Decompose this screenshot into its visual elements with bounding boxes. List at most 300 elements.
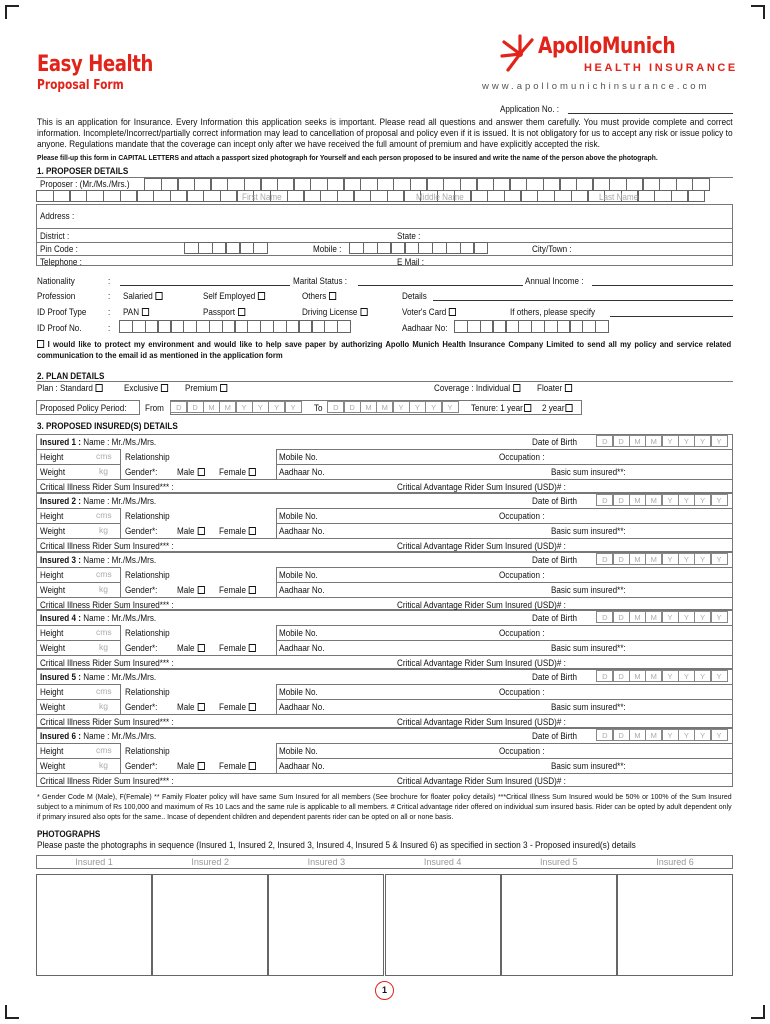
id-proof-no-grid[interactable] bbox=[120, 320, 351, 333]
dob-label: Date of Birth bbox=[532, 672, 578, 683]
insured-name-row[interactable] bbox=[40, 731, 156, 741]
male-checkbox[interactable] bbox=[197, 586, 204, 594]
insured-name-row[interactable] bbox=[40, 437, 156, 447]
date-cell[interactable]: Y bbox=[678, 494, 695, 506]
char-cell[interactable] bbox=[184, 242, 199, 254]
telephone-label: Telephone : bbox=[40, 257, 82, 267]
mobile-grid[interactable] bbox=[350, 242, 488, 254]
insured-label: Insured 5 : bbox=[40, 672, 81, 683]
date-cell[interactable]: Y bbox=[662, 729, 679, 741]
date-cell[interactable]: Y bbox=[393, 401, 410, 413]
date-cell[interactable]: M bbox=[629, 611, 646, 623]
char-cell[interactable] bbox=[132, 320, 146, 333]
date-cell[interactable]: D bbox=[613, 435, 630, 447]
male-option[interactable] bbox=[177, 585, 204, 595]
date-cell[interactable]: D bbox=[596, 494, 613, 506]
photo-slot[interactable] bbox=[617, 874, 733, 976]
basic-sum-label: Basic sum insured**: bbox=[551, 643, 626, 654]
char-cell[interactable] bbox=[212, 242, 227, 254]
char-cell[interactable] bbox=[103, 190, 120, 202]
char-cell[interactable] bbox=[377, 242, 392, 254]
date-cell[interactable]: Y bbox=[662, 553, 679, 565]
middle-name-label: Middle Name bbox=[416, 192, 464, 202]
date-cell[interactable]: Y bbox=[694, 729, 711, 741]
char-cell[interactable] bbox=[467, 320, 481, 333]
colon: : bbox=[108, 276, 111, 286]
date-cell[interactable]: Y bbox=[662, 494, 679, 506]
standard-checkbox[interactable] bbox=[96, 384, 103, 392]
char-cell[interactable] bbox=[209, 320, 223, 333]
date-cell[interactable]: D bbox=[187, 401, 204, 413]
photo-label: Insured 5 bbox=[540, 857, 578, 867]
floater-option[interactable] bbox=[537, 383, 572, 393]
marital-status-field[interactable] bbox=[358, 285, 523, 286]
dob-label: Date of Birth bbox=[532, 554, 578, 565]
char-cell[interactable] bbox=[493, 320, 507, 333]
application-no-field[interactable] bbox=[568, 113, 733, 114]
char-cell[interactable] bbox=[119, 320, 133, 333]
exclusive-checkbox[interactable] bbox=[161, 384, 168, 392]
critical-illness-label: Critical Illness Rider Sum Insured*** : bbox=[40, 482, 174, 492]
annual-income-field[interactable] bbox=[592, 285, 733, 286]
if-others-label: If others, please specify bbox=[510, 307, 596, 317]
date-cell[interactable]: Y bbox=[711, 670, 728, 682]
voters-card-option[interactable] bbox=[402, 307, 456, 317]
char-cell[interactable] bbox=[247, 320, 261, 333]
date-cell[interactable]: D bbox=[613, 494, 630, 506]
photo-slot[interactable] bbox=[501, 874, 617, 976]
date-cell[interactable]: M bbox=[645, 553, 662, 565]
male-checkbox[interactable] bbox=[197, 468, 204, 476]
website-url: www.apollomunichinsurance.com bbox=[482, 81, 710, 92]
dob-grid[interactable] bbox=[597, 494, 728, 506]
char-cell[interactable] bbox=[671, 190, 688, 202]
date-cell[interactable]: Y bbox=[662, 435, 679, 447]
male-label: Male bbox=[177, 584, 195, 595]
height-label: Height bbox=[40, 687, 64, 698]
individual-checkbox[interactable] bbox=[513, 384, 520, 392]
char-cell[interactable] bbox=[196, 320, 210, 333]
char-cell[interactable] bbox=[273, 320, 287, 333]
char-cell[interactable] bbox=[36, 190, 53, 202]
dob-grid[interactable] bbox=[597, 729, 728, 741]
date-cell[interactable]: D bbox=[613, 611, 630, 623]
char-cell[interactable] bbox=[145, 320, 159, 333]
char-cell[interactable] bbox=[349, 242, 364, 254]
photographs-instruction: Please paste the photographs in sequence (Insured 1, Insured 2, Insured 3, Insured 4, Insured 5 & Insured 6) as specified in section 3 - Proposed insured(s) details bbox=[37, 840, 636, 850]
char-cell[interactable] bbox=[544, 320, 558, 333]
char-cell[interactable] bbox=[638, 190, 655, 202]
date-cell[interactable]: Y bbox=[285, 401, 302, 413]
female-option[interactable] bbox=[219, 585, 256, 595]
consent-label: I would like to protect my environment and would like to help save paper by authorizing Apollo Munich Health Insurance Company Limited to send all my policy and service related communication to the email id as mentioned in the application form bbox=[37, 339, 732, 360]
height-unit: cms bbox=[96, 627, 112, 638]
char-cell[interactable] bbox=[582, 320, 596, 333]
char-cell[interactable] bbox=[187, 190, 204, 202]
char-cell[interactable] bbox=[253, 242, 268, 254]
consent-checkbox[interactable] bbox=[37, 340, 44, 348]
gender-label: Gender*: bbox=[125, 467, 158, 477]
female-option[interactable] bbox=[219, 467, 256, 477]
photo-slot[interactable] bbox=[36, 874, 152, 976]
date-cell[interactable]: Y bbox=[711, 611, 728, 623]
crop-mark bbox=[751, 1017, 765, 1019]
address-field[interactable] bbox=[36, 204, 733, 266]
from-date-grid[interactable] bbox=[171, 401, 302, 413]
aadhaar-label: Aadhaar No. bbox=[279, 525, 325, 536]
char-cell[interactable] bbox=[554, 190, 571, 202]
char-cell[interactable] bbox=[220, 190, 237, 202]
divider bbox=[36, 655, 733, 656]
char-cell[interactable] bbox=[158, 320, 172, 333]
driving-license-option[interactable] bbox=[302, 307, 367, 317]
male-label: Male bbox=[177, 761, 195, 771]
male-checkbox[interactable] bbox=[197, 703, 204, 711]
tenure-2-checkbox[interactable] bbox=[565, 404, 572, 412]
char-cell[interactable] bbox=[460, 242, 475, 254]
char-cell[interactable] bbox=[570, 320, 584, 333]
details-field[interactable] bbox=[433, 300, 733, 301]
char-cell[interactable] bbox=[337, 190, 354, 202]
relationship-label: Relationship bbox=[125, 510, 170, 521]
passport-checkbox[interactable] bbox=[238, 308, 245, 316]
male-option[interactable] bbox=[177, 761, 204, 771]
date-cell[interactable]: M bbox=[629, 670, 646, 682]
female-label: Female bbox=[219, 467, 247, 477]
to-date-grid[interactable] bbox=[328, 401, 459, 413]
photo-slot[interactable] bbox=[385, 874, 501, 976]
others-checkbox[interactable] bbox=[329, 292, 336, 300]
voters-card-checkbox[interactable] bbox=[449, 308, 456, 316]
char-cell[interactable] bbox=[432, 242, 447, 254]
male-checkbox[interactable] bbox=[197, 644, 204, 652]
date-cell[interactable]: M bbox=[645, 611, 662, 623]
char-cell[interactable] bbox=[506, 320, 520, 333]
date-cell[interactable]: Y bbox=[268, 401, 285, 413]
char-cell[interactable] bbox=[183, 320, 197, 333]
char-cell[interactable] bbox=[286, 320, 300, 333]
date-cell[interactable]: Y bbox=[662, 611, 679, 623]
tenure-option-1[interactable] bbox=[471, 403, 531, 413]
date-cell[interactable]: M bbox=[629, 494, 646, 506]
occupation-label: Occupation : bbox=[499, 510, 545, 521]
consent-text bbox=[37, 339, 731, 361]
date-cell[interactable]: Y bbox=[678, 553, 695, 565]
premium-checkbox[interactable] bbox=[220, 384, 227, 392]
date-cell[interactable]: Y bbox=[711, 729, 728, 741]
date-cell[interactable]: D bbox=[170, 401, 187, 413]
date-cell[interactable]: Y bbox=[694, 553, 711, 565]
weight-unit: kg bbox=[99, 524, 108, 535]
pan-label: PAN bbox=[123, 307, 140, 317]
date-cell[interactable]: Y bbox=[425, 401, 442, 413]
photo-slot[interactable] bbox=[152, 874, 268, 976]
pan-option[interactable] bbox=[123, 307, 149, 317]
last-name-label: Last Name bbox=[599, 192, 639, 202]
char-cell[interactable] bbox=[363, 242, 378, 254]
char-cell[interactable] bbox=[198, 242, 213, 254]
char-cell[interactable] bbox=[454, 320, 468, 333]
colon: : bbox=[108, 307, 111, 317]
photo-slot[interactable] bbox=[268, 874, 384, 976]
height-unit: cms bbox=[96, 451, 112, 461]
char-cell[interactable] bbox=[70, 190, 87, 202]
male-option[interactable] bbox=[177, 526, 204, 536]
weight-label: Weight bbox=[40, 584, 66, 595]
exclusive-label: Exclusive bbox=[124, 383, 159, 393]
aadhaar-grid[interactable] bbox=[455, 320, 609, 333]
date-cell[interactable]: D bbox=[596, 611, 613, 623]
date-cell[interactable]: Y bbox=[711, 494, 728, 506]
aadhaar-label: Aadhaar No. bbox=[279, 761, 325, 771]
female-checkbox[interactable] bbox=[249, 703, 256, 711]
char-cell[interactable] bbox=[654, 190, 671, 202]
char-cell[interactable] bbox=[595, 320, 609, 333]
relationship-label: Relationship bbox=[125, 569, 170, 580]
char-cell[interactable] bbox=[537, 190, 554, 202]
mobile-no-label: Mobile No. bbox=[279, 569, 318, 580]
dob-grid[interactable] bbox=[597, 553, 728, 565]
char-cell[interactable] bbox=[688, 190, 705, 202]
char-cell[interactable] bbox=[222, 320, 236, 333]
coverage-individual-option[interactable] bbox=[434, 383, 520, 393]
male-option[interactable] bbox=[177, 702, 204, 712]
date-cell[interactable]: D bbox=[613, 670, 630, 682]
mobile-no-label: Mobile No. bbox=[279, 452, 318, 462]
date-cell[interactable]: M bbox=[629, 435, 646, 447]
date-cell[interactable]: Y bbox=[678, 729, 695, 741]
divider bbox=[36, 597, 733, 598]
female-label: Female bbox=[219, 643, 247, 654]
char-cell[interactable] bbox=[235, 320, 249, 333]
date-cell[interactable]: Y bbox=[694, 494, 711, 506]
char-cell[interactable] bbox=[226, 242, 241, 254]
female-option[interactable] bbox=[219, 526, 256, 536]
divider bbox=[36, 479, 733, 480]
female-checkbox[interactable] bbox=[249, 586, 256, 594]
insured-name-row[interactable] bbox=[40, 613, 156, 623]
date-cell[interactable]: Y bbox=[442, 401, 459, 413]
insured-name-row[interactable] bbox=[40, 672, 156, 682]
char-cell[interactable] bbox=[312, 320, 326, 333]
height-unit: cms bbox=[96, 686, 112, 697]
passport-option[interactable] bbox=[203, 307, 245, 317]
colon: : bbox=[108, 323, 111, 333]
date-cell[interactable]: M bbox=[629, 729, 646, 741]
critical-advantage-label: Critical Advantage Rider Sum Insured (USD)# : bbox=[397, 776, 566, 786]
female-checkbox[interactable] bbox=[249, 468, 256, 476]
date-cell[interactable]: Y bbox=[678, 611, 695, 623]
date-cell[interactable]: M bbox=[645, 670, 662, 682]
plan-standard-option[interactable] bbox=[37, 383, 103, 393]
char-cell[interactable] bbox=[53, 190, 70, 202]
char-cell[interactable] bbox=[299, 320, 313, 333]
premium-option[interactable] bbox=[185, 383, 227, 393]
critical-advantage-label: Critical Advantage Rider Sum Insured (USD)# : bbox=[397, 540, 566, 551]
char-cell[interactable] bbox=[471, 190, 488, 202]
insured-name-row[interactable] bbox=[40, 555, 156, 565]
char-cell[interactable] bbox=[387, 190, 404, 202]
dob-label: Date of Birth bbox=[532, 613, 578, 624]
date-cell[interactable]: Y bbox=[236, 401, 253, 413]
date-cell[interactable]: M bbox=[645, 494, 662, 506]
annual-income-label: Annual Income : bbox=[525, 276, 584, 286]
char-cell[interactable] bbox=[504, 190, 521, 202]
char-cell[interactable] bbox=[571, 190, 588, 202]
gender-label: Gender*: bbox=[125, 525, 158, 536]
critical-illness-label: Critical Illness Rider Sum Insured*** : bbox=[40, 599, 174, 610]
from-label: From bbox=[145, 403, 164, 413]
if-others-field[interactable] bbox=[610, 316, 733, 317]
char-cell[interactable] bbox=[304, 190, 321, 202]
floater-checkbox[interactable] bbox=[565, 384, 572, 392]
char-cell[interactable] bbox=[391, 242, 406, 254]
date-cell[interactable]: D bbox=[327, 401, 344, 413]
dob-grid[interactable] bbox=[597, 611, 728, 623]
char-cell[interactable] bbox=[518, 320, 532, 333]
char-cell[interactable] bbox=[324, 320, 338, 333]
date-cell[interactable]: Y bbox=[678, 670, 695, 682]
date-cell[interactable]: D bbox=[613, 729, 630, 741]
height-unit: cms bbox=[96, 568, 112, 579]
char-cell[interactable] bbox=[171, 320, 185, 333]
male-checkbox[interactable] bbox=[197, 527, 204, 535]
char-cell[interactable] bbox=[354, 190, 371, 202]
male-checkbox[interactable] bbox=[197, 762, 204, 770]
char-cell[interactable] bbox=[240, 242, 255, 254]
premium-label: Premium bbox=[185, 383, 218, 393]
driving-license-checkbox[interactable] bbox=[360, 308, 367, 316]
self-employed-checkbox[interactable] bbox=[258, 292, 265, 300]
date-cell[interactable]: Y bbox=[409, 401, 426, 413]
date-cell[interactable]: D bbox=[596, 670, 613, 682]
self-employed-option[interactable] bbox=[203, 291, 265, 301]
weight-unit: kg bbox=[99, 642, 108, 653]
occupation-label: Occupation : bbox=[499, 452, 545, 462]
date-cell[interactable]: D bbox=[596, 729, 613, 741]
basic-sum-label: Basic sum insured**: bbox=[551, 702, 626, 713]
char-cell[interactable] bbox=[418, 242, 433, 254]
char-cell[interactable] bbox=[531, 320, 545, 333]
date-cell[interactable]: Y bbox=[694, 670, 711, 682]
tenure-option-2[interactable] bbox=[542, 403, 573, 413]
dob-grid[interactable] bbox=[597, 670, 728, 682]
basic-sum-label: Basic sum insured**: bbox=[551, 467, 626, 477]
female-option[interactable] bbox=[219, 761, 256, 771]
char-cell[interactable] bbox=[320, 190, 337, 202]
mobile-no-label: Mobile No. bbox=[279, 628, 318, 639]
insured-name-label: Name : Mr./Ms./Mrs. bbox=[83, 672, 157, 683]
char-cell[interactable] bbox=[137, 190, 154, 202]
date-cell[interactable]: Y bbox=[252, 401, 269, 413]
dob-grid[interactable] bbox=[597, 435, 728, 447]
voters-card-label: Voter's Card bbox=[402, 307, 447, 317]
char-cell[interactable] bbox=[153, 190, 170, 202]
char-cell[interactable] bbox=[337, 320, 351, 333]
weight-unit: kg bbox=[99, 701, 108, 712]
date-cell[interactable]: Y bbox=[662, 670, 679, 682]
female-checkbox[interactable] bbox=[249, 644, 256, 652]
date-cell[interactable]: M bbox=[203, 401, 220, 413]
critical-advantage-label: Critical Advantage Rider Sum Insured (USD)# : bbox=[397, 717, 566, 728]
starburst-icon bbox=[498, 32, 542, 76]
basic-sum-label: Basic sum insured**: bbox=[551, 761, 626, 771]
exclusive-option[interactable] bbox=[124, 383, 168, 393]
insured-name-label: Name : Mr./Ms./Mrs. bbox=[83, 613, 157, 624]
char-cell[interactable] bbox=[474, 242, 489, 254]
char-cell[interactable] bbox=[86, 190, 103, 202]
tenure-1-checkbox[interactable] bbox=[524, 404, 531, 412]
date-cell[interactable]: Y bbox=[711, 435, 728, 447]
pan-checkbox[interactable] bbox=[142, 308, 149, 316]
char-cell[interactable] bbox=[287, 190, 304, 202]
others-option[interactable] bbox=[302, 291, 336, 301]
char-cell[interactable] bbox=[203, 190, 220, 202]
crop-mark bbox=[5, 5, 19, 7]
date-cell[interactable]: D bbox=[344, 401, 361, 413]
crop-mark bbox=[763, 5, 765, 19]
photo-label: Insured 3 bbox=[307, 857, 346, 867]
date-cell[interactable]: Y bbox=[678, 435, 695, 447]
salaried-option[interactable] bbox=[123, 291, 163, 301]
char-cell[interactable] bbox=[120, 190, 137, 202]
date-cell[interactable]: D bbox=[596, 435, 613, 447]
char-cell[interactable] bbox=[405, 242, 420, 254]
female-checkbox[interactable] bbox=[249, 762, 256, 770]
female-checkbox[interactable] bbox=[249, 527, 256, 535]
date-cell[interactable]: Y bbox=[694, 435, 711, 447]
insured-label: Insured 3 : bbox=[40, 554, 81, 565]
female-option[interactable] bbox=[219, 643, 256, 653]
male-option[interactable] bbox=[177, 467, 204, 477]
date-cell[interactable]: Y bbox=[711, 553, 728, 565]
char-cell[interactable] bbox=[370, 190, 387, 202]
date-cell[interactable]: Y bbox=[694, 611, 711, 623]
salaried-checkbox[interactable] bbox=[155, 292, 162, 300]
occupation-label: Occupation : bbox=[499, 569, 545, 580]
date-cell[interactable]: D bbox=[596, 553, 613, 565]
date-cell[interactable]: M bbox=[645, 435, 662, 447]
date-cell[interactable]: M bbox=[645, 729, 662, 741]
char-cell[interactable] bbox=[487, 190, 504, 202]
female-option[interactable] bbox=[219, 702, 256, 712]
date-cell[interactable]: M bbox=[376, 401, 393, 413]
section2-title: 2. PLAN DETAILS bbox=[37, 371, 105, 381]
char-cell[interactable] bbox=[521, 190, 538, 202]
nationality-field[interactable] bbox=[120, 285, 290, 286]
height-label: Height bbox=[40, 746, 64, 756]
date-cell[interactable]: M bbox=[629, 553, 646, 565]
date-cell[interactable]: M bbox=[219, 401, 236, 413]
date-cell[interactable]: D bbox=[613, 553, 630, 565]
male-label: Male bbox=[177, 467, 195, 477]
char-cell[interactable] bbox=[260, 320, 274, 333]
char-cell[interactable] bbox=[446, 242, 461, 254]
male-option[interactable] bbox=[177, 643, 204, 653]
char-cell[interactable] bbox=[480, 320, 494, 333]
pin-code-grid[interactable] bbox=[185, 242, 268, 254]
id-proof-no-label: ID Proof No. bbox=[37, 323, 82, 333]
crop-mark bbox=[751, 5, 765, 7]
pin-code-label: Pin Code : bbox=[40, 244, 78, 254]
char-cell[interactable] bbox=[170, 190, 187, 202]
insured-name-row[interactable] bbox=[40, 496, 156, 506]
male-label: Male bbox=[177, 702, 195, 713]
divider bbox=[36, 714, 733, 715]
height-label: Height bbox=[40, 452, 64, 462]
char-cell[interactable] bbox=[557, 320, 571, 333]
date-cell[interactable]: M bbox=[360, 401, 377, 413]
